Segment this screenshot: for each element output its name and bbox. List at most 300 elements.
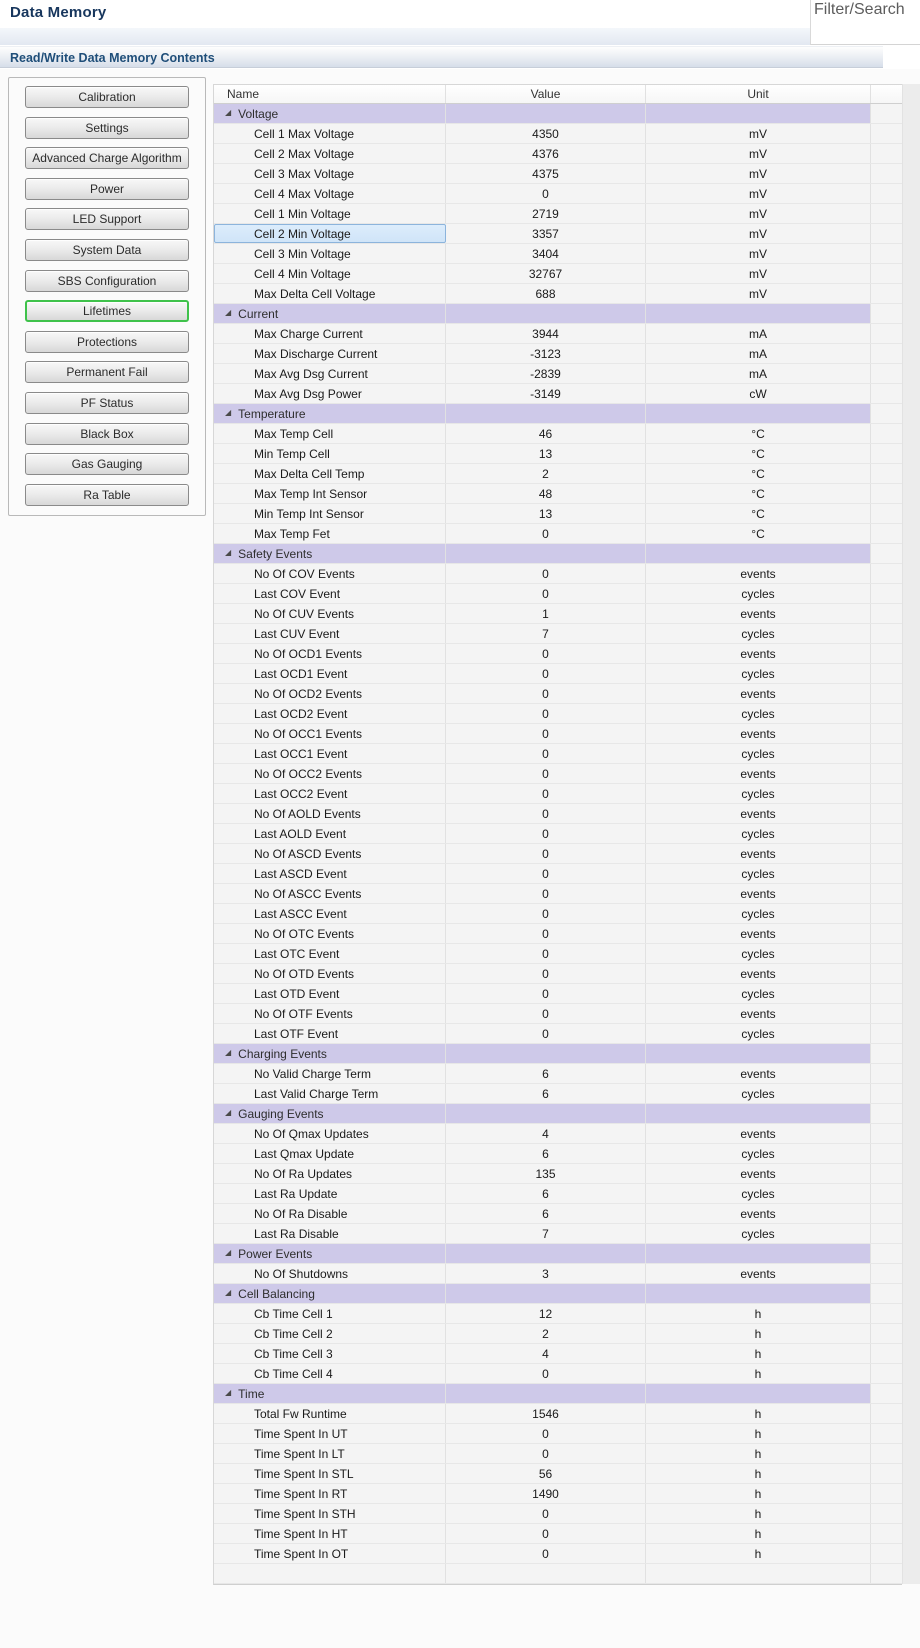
table-row[interactable] (214, 264, 902, 284)
row-filler-cell (871, 1404, 902, 1423)
empty-row (214, 1564, 902, 1584)
section-header-title: Read/Write Data Memory Contents (10, 51, 215, 65)
table-row[interactable] (214, 1324, 902, 1344)
table-row[interactable] (214, 804, 902, 824)
sidebar-button-gas-gauging[interactable]: Gas Gauging (25, 453, 189, 475)
section-name-cell (214, 544, 446, 563)
row-name-cell: No Of ASCD Events (214, 844, 446, 863)
table-row[interactable] (214, 484, 902, 504)
table-row[interactable] (214, 164, 902, 184)
row-filler-cell (871, 1024, 902, 1043)
table-row[interactable] (214, 1184, 902, 1204)
section-name-cell (214, 1044, 446, 1063)
section-filler-cell (871, 304, 902, 323)
table-row[interactable] (214, 944, 902, 964)
section-unit-cell (646, 1244, 871, 1263)
section-label: Voltage (238, 106, 279, 121)
row-unit-cell: mV (646, 164, 871, 183)
row-value-cell: 0 (446, 1444, 646, 1463)
row-name-cell: Cb Time Cell 3 (214, 1344, 446, 1363)
row-unit-cell: mA (646, 344, 871, 363)
row-value-cell: 13 (446, 444, 646, 463)
header-band (0, 28, 883, 45)
table-row[interactable] (214, 624, 902, 644)
column-header-unit[interactable]: Unit (646, 85, 871, 103)
row-unit-cell: events (646, 1124, 871, 1143)
row-value-cell: 3944 (446, 324, 646, 343)
column-header-name[interactable]: Name (214, 85, 446, 103)
row-unit-cell: h (646, 1364, 871, 1383)
row-filler-cell (871, 944, 902, 963)
row-value-cell: 0 (446, 704, 646, 723)
section-unit-cell (646, 1044, 871, 1063)
row-unit-cell: mV (646, 124, 871, 143)
row-value-cell: 0 (446, 644, 646, 663)
row-name-cell: Last COV Event (214, 584, 446, 603)
row-value-cell: 6 (446, 1064, 646, 1083)
row-value-cell: 0 (446, 1424, 646, 1443)
section-value-cell (446, 544, 646, 563)
row-value-cell: 0 (446, 824, 646, 843)
row-filler-cell (871, 1364, 902, 1383)
row-unit-cell: h (646, 1484, 871, 1503)
section-value-cell (446, 304, 646, 323)
row-name-cell: Time Spent In STH (214, 1504, 446, 1523)
row-name-cell: Max Temp Cell (214, 424, 446, 443)
row-filler-cell (871, 1444, 902, 1463)
row-filler-cell (871, 424, 902, 443)
table-row[interactable] (214, 824, 902, 844)
section-name-cell (214, 304, 446, 323)
table-row[interactable] (214, 1004, 902, 1024)
section-label: Power Events (238, 1246, 313, 1261)
row-unit-cell: mV (646, 144, 871, 163)
row-name-cell: Cell 4 Min Voltage (214, 264, 446, 283)
table-row[interactable] (214, 904, 902, 924)
sidebar-button-power[interactable]: Power (25, 178, 189, 200)
row-filler-cell (871, 1464, 902, 1483)
section-filler-cell (871, 1104, 902, 1123)
collapse-triangle-icon[interactable]: ◢ (225, 107, 232, 117)
row-filler-cell (871, 784, 902, 803)
row-unit-cell: h (646, 1464, 871, 1483)
row-name-cell: Max Discharge Current (214, 344, 446, 363)
row-value-cell: 1 (446, 604, 646, 623)
column-header-value[interactable]: Value (446, 85, 646, 103)
sidebar-button-permanent-fail[interactable]: Permanent Fail (25, 361, 189, 383)
row-filler-cell (871, 1184, 902, 1203)
row-unit-cell (646, 1564, 871, 1583)
section-name-cell (214, 1104, 446, 1123)
row-name-cell: Last OTC Event (214, 944, 446, 963)
row-value-cell: 0 (446, 964, 646, 983)
section-name-cell (214, 1384, 446, 1403)
row-value-cell: 0 (446, 1524, 646, 1543)
row-value-cell: 0 (446, 184, 646, 203)
section-value-cell (446, 1384, 646, 1403)
table-row[interactable] (214, 1264, 902, 1284)
row-filler-cell (871, 1544, 902, 1563)
section-label: Cell Balancing (238, 1286, 315, 1301)
sidebar-button-black-box[interactable]: Black Box (25, 423, 189, 445)
row-filler-cell (871, 864, 902, 883)
row-name-cell: Cell 3 Max Voltage (214, 164, 446, 183)
table-row[interactable] (214, 1124, 902, 1144)
row-name-cell: Max Charge Current (214, 324, 446, 343)
section-name-cell (214, 404, 446, 423)
table-row[interactable] (214, 144, 902, 164)
data-memory-table (213, 84, 902, 1585)
row-name-cell: Cell 2 Max Voltage (214, 144, 446, 163)
row-value-cell: 7 (446, 624, 646, 643)
section-value-cell (446, 1244, 646, 1263)
section-value-cell (446, 1044, 646, 1063)
row-value-cell: 6 (446, 1204, 646, 1223)
row-name-cell: Last OTF Event (214, 1024, 446, 1043)
table-body (214, 104, 902, 1584)
row-unit-cell: mA (646, 364, 871, 383)
row-name-cell: Total Fw Runtime (214, 1404, 446, 1423)
table-row[interactable] (214, 464, 902, 484)
section-row[interactable] (214, 544, 902, 564)
table-row[interactable] (214, 564, 902, 584)
table-row[interactable] (214, 924, 902, 944)
row-filler-cell (871, 644, 902, 663)
table-row[interactable] (214, 1164, 902, 1184)
row-filler-cell (871, 144, 902, 163)
section-row[interactable] (214, 404, 902, 424)
row-value-cell: -3123 (446, 344, 646, 363)
table-row[interactable] (214, 204, 902, 224)
section-filler-cell (871, 404, 902, 423)
row-value-cell: 4375 (446, 164, 646, 183)
row-unit-cell: h (646, 1304, 871, 1323)
section-row[interactable] (214, 1104, 902, 1124)
collapse-triangle-icon[interactable]: ◢ (225, 1287, 232, 1297)
table-row[interactable] (214, 784, 902, 804)
section-row[interactable] (214, 304, 902, 324)
row-filler-cell (871, 564, 902, 583)
row-filler-cell (871, 1064, 902, 1083)
section-filler-cell (871, 1384, 902, 1403)
row-filler-cell (871, 1344, 902, 1363)
row-filler-cell (871, 1084, 902, 1103)
table-row[interactable] (214, 124, 902, 144)
row-name-cell: No Of Ra Updates (214, 1164, 446, 1183)
row-value-cell: 4350 (446, 124, 646, 143)
sidebar-button-calibration[interactable]: Calibration (25, 86, 189, 108)
table-row[interactable] (214, 604, 902, 624)
row-filler-cell (871, 1144, 902, 1163)
row-name-cell: No Of Shutdowns (214, 1264, 446, 1283)
table-row[interactable] (214, 1484, 902, 1504)
row-name-cell: Last Ra Update (214, 1184, 446, 1203)
table-row[interactable] (214, 344, 902, 364)
collapse-triangle-icon[interactable]: ◢ (225, 547, 232, 557)
table-row[interactable] (214, 644, 902, 664)
section-name-cell (214, 104, 446, 123)
row-value-cell: 0 (446, 984, 646, 1003)
table-row[interactable] (214, 424, 902, 444)
row-value-cell: 3 (446, 1264, 646, 1283)
row-unit-cell: cycles (646, 744, 871, 763)
row-name-cell: Max Delta Cell Temp (214, 464, 446, 483)
row-name-cell: Max Delta Cell Voltage (214, 284, 446, 303)
table-row[interactable] (214, 1344, 902, 1364)
table-row[interactable] (214, 664, 902, 684)
row-name-cell: No Of OTD Events (214, 964, 446, 983)
row-name-cell: Cell 1 Min Voltage (214, 204, 446, 223)
row-unit-cell: h (646, 1504, 871, 1523)
row-filler-cell (871, 924, 902, 943)
sidebar-button-led-support[interactable]: LED Support (25, 208, 189, 230)
row-name-cell: Last OTD Event (214, 984, 446, 1003)
row-filler-cell (871, 764, 902, 783)
row-name-cell: Last Ra Disable (214, 1224, 446, 1243)
row-value-cell: 0 (446, 1504, 646, 1523)
table-row[interactable] (214, 1084, 902, 1104)
row-filler-cell (871, 164, 902, 183)
row-value-cell: 3404 (446, 244, 646, 263)
row-name-cell: Last AOLD Event (214, 824, 446, 843)
table-row[interactable] (214, 1024, 902, 1044)
collapse-triangle-icon[interactable]: ◢ (225, 1247, 232, 1257)
row-filler-cell (871, 384, 902, 403)
row-filler-cell (871, 124, 902, 143)
row-value-cell: 0 (446, 1024, 646, 1043)
row-filler-cell (871, 204, 902, 223)
section-label: Safety Events (238, 546, 313, 561)
collapse-triangle-icon[interactable]: ◢ (225, 1047, 232, 1057)
row-value-cell: 46 (446, 424, 646, 443)
row-name-cell: No Of OTF Events (214, 1004, 446, 1023)
row-value-cell: 48 (446, 484, 646, 503)
row-unit-cell: events (646, 1064, 871, 1083)
row-value-cell: -3149 (446, 384, 646, 403)
section-label: Charging Events (238, 1046, 327, 1061)
table-row[interactable] (214, 724, 902, 744)
table-row[interactable] (214, 284, 902, 304)
row-value-cell: 0 (446, 1544, 646, 1563)
table-row[interactable] (214, 864, 902, 884)
row-unit-cell: events (646, 1164, 871, 1183)
section-row[interactable] (214, 104, 902, 124)
row-unit-cell: h (646, 1444, 871, 1463)
row-unit-cell: cycles (646, 944, 871, 963)
sidebar-button-sbs-configuration[interactable]: SBS Configuration (25, 270, 189, 292)
row-unit-cell: cycles (646, 584, 871, 603)
row-name-cell: No Of COV Events (214, 564, 446, 583)
row-filler-cell (871, 984, 902, 1003)
sidebar-button-settings[interactable]: Settings (25, 117, 189, 139)
row-name-cell: Min Temp Cell (214, 444, 446, 463)
row-unit-cell: h (646, 1424, 871, 1443)
table-row[interactable] (214, 1204, 902, 1224)
section-row[interactable] (214, 1244, 902, 1264)
table-row[interactable] (214, 1444, 902, 1464)
collapse-triangle-icon[interactable]: ◢ (225, 307, 232, 317)
row-unit-cell: cycles (646, 904, 871, 923)
collapse-triangle-icon[interactable]: ◢ (225, 407, 232, 417)
row-filler-cell (871, 1504, 902, 1523)
table-row[interactable] (214, 324, 902, 344)
row-value-cell (446, 1564, 646, 1583)
row-name-cell: Last ASCC Event (214, 904, 446, 923)
table-row[interactable] (214, 444, 902, 464)
table-row[interactable] (214, 1224, 902, 1244)
row-filler-cell (871, 1564, 902, 1583)
table-row[interactable] (214, 1064, 902, 1084)
row-filler-cell (871, 344, 902, 363)
row-unit-cell: cycles (646, 664, 871, 683)
row-name-cell: Cell 3 Min Voltage (214, 244, 446, 263)
row-filler-cell (871, 184, 902, 203)
row-unit-cell: events (646, 964, 871, 983)
section-filler-cell (871, 104, 902, 123)
section-filler-cell (871, 1284, 902, 1303)
table-row[interactable] (214, 1424, 902, 1444)
row-value-cell: 2 (446, 464, 646, 483)
table-row[interactable] (214, 684, 902, 704)
table-row[interactable] (214, 364, 902, 384)
table-row[interactable] (214, 1544, 902, 1564)
row-unit-cell: °C (646, 504, 871, 523)
collapse-triangle-icon[interactable]: ◢ (225, 1107, 232, 1117)
table-row[interactable] (214, 184, 902, 204)
row-value-cell: 6 (446, 1184, 646, 1203)
row-value-cell: 7 (446, 1224, 646, 1243)
section-value-cell (446, 404, 646, 423)
row-filler-cell (871, 364, 902, 383)
row-filler-cell (871, 1004, 902, 1023)
row-name-cell: No Of Ra Disable (214, 1204, 446, 1223)
table-row[interactable] (214, 744, 902, 764)
sidebar-button-protections[interactable]: Protections (25, 331, 189, 353)
filter-search-input[interactable] (810, 0, 920, 45)
table-row[interactable] (214, 1524, 902, 1544)
table-row[interactable] (214, 504, 902, 524)
row-unit-cell: cycles (646, 1184, 871, 1203)
row-unit-cell: events (646, 884, 871, 903)
page-title: Data Memory (10, 4, 107, 21)
row-filler-cell (871, 684, 902, 703)
sidebar-button-advanced-charge-algorithm[interactable]: Advanced Charge Algorithm (25, 147, 189, 169)
row-value-cell: 688 (446, 284, 646, 303)
row-unit-cell: °C (646, 524, 871, 543)
row-name-cell: Last ASCD Event (214, 864, 446, 883)
row-value-cell: 0 (446, 864, 646, 883)
table-row[interactable] (214, 584, 902, 604)
row-unit-cell: cycles (646, 1084, 871, 1103)
row-value-cell: 1490 (446, 1484, 646, 1503)
table-row[interactable] (214, 244, 902, 264)
row-filler-cell (871, 284, 902, 303)
row-filler-cell (871, 524, 902, 543)
table-right-gutter[interactable] (902, 84, 920, 1584)
row-name-cell: No Of ASCC Events (214, 884, 446, 903)
table-row[interactable] (214, 844, 902, 864)
section-row[interactable] (214, 1384, 902, 1404)
row-unit-cell: events (646, 724, 871, 743)
row-unit-cell: events (646, 1204, 871, 1223)
row-unit-cell: events (646, 644, 871, 663)
section-name-cell (214, 1244, 446, 1263)
table-row[interactable] (214, 704, 902, 724)
row-unit-cell: events (646, 764, 871, 783)
row-name-cell: Max Temp Fet (214, 524, 446, 543)
sidebar-button-pf-status[interactable]: PF Status (25, 392, 189, 414)
row-unit-cell: events (646, 924, 871, 943)
row-name-cell: Last OCD2 Event (214, 704, 446, 723)
row-filler-cell (871, 904, 902, 923)
table-row[interactable] (214, 224, 902, 244)
table-row[interactable] (214, 764, 902, 784)
table-row[interactable] (214, 524, 902, 544)
section-row[interactable] (214, 1284, 902, 1304)
row-unit-cell: cycles (646, 864, 871, 883)
row-value-cell: 12 (446, 1304, 646, 1323)
row-value-cell: 6 (446, 1144, 646, 1163)
row-name-cell: Cell 4 Max Voltage (214, 184, 446, 203)
row-value-cell: 32767 (446, 264, 646, 283)
table-row[interactable] (214, 1364, 902, 1384)
row-filler-cell (871, 884, 902, 903)
row-filler-cell (871, 1164, 902, 1183)
sidebar-button-ra-table[interactable]: Ra Table (25, 484, 189, 506)
row-unit-cell: cycles (646, 704, 871, 723)
row-name-cell: Last OCC2 Event (214, 784, 446, 803)
row-filler-cell (871, 1524, 902, 1543)
row-unit-cell: cycles (646, 984, 871, 1003)
row-name-cell: No Of CUV Events (214, 604, 446, 623)
section-label: Current (238, 306, 279, 321)
section-header-bar (0, 46, 883, 68)
table-row[interactable] (214, 1144, 902, 1164)
sidebar-button-lifetimes[interactable]: Lifetimes (25, 300, 189, 322)
collapse-triangle-icon[interactable]: ◢ (225, 1387, 232, 1397)
section-unit-cell (646, 304, 871, 323)
row-filler-cell (871, 1224, 902, 1243)
table-row[interactable] (214, 984, 902, 1004)
section-label: Gauging Events (238, 1106, 324, 1121)
section-filler-cell (871, 544, 902, 563)
row-filler-cell (871, 244, 902, 263)
row-value-cell: 0 (446, 1364, 646, 1383)
table-row[interactable] (214, 1504, 902, 1524)
row-unit-cell: h (646, 1324, 871, 1343)
table-row[interactable] (214, 1404, 902, 1424)
row-unit-cell: h (646, 1524, 871, 1543)
row-filler-cell (871, 504, 902, 523)
table-row[interactable] (214, 384, 902, 404)
row-value-cell: 0 (446, 584, 646, 603)
row-value-cell: 0 (446, 924, 646, 943)
section-row[interactable] (214, 1044, 902, 1064)
row-name-cell: Time Spent In UT (214, 1424, 446, 1443)
row-unit-cell: cW (646, 384, 871, 403)
table-row[interactable] (214, 1464, 902, 1484)
table-row[interactable] (214, 884, 902, 904)
row-unit-cell: mV (646, 184, 871, 203)
row-unit-cell: events (646, 604, 871, 623)
sidebar-button-system-data[interactable]: System Data (25, 239, 189, 261)
table-row[interactable] (214, 1304, 902, 1324)
row-name-cell: Max Temp Int Sensor (214, 484, 446, 503)
row-filler-cell (871, 264, 902, 283)
section-name-cell (214, 1284, 446, 1303)
row-unit-cell: °C (646, 424, 871, 443)
table-row[interactable] (214, 964, 902, 984)
